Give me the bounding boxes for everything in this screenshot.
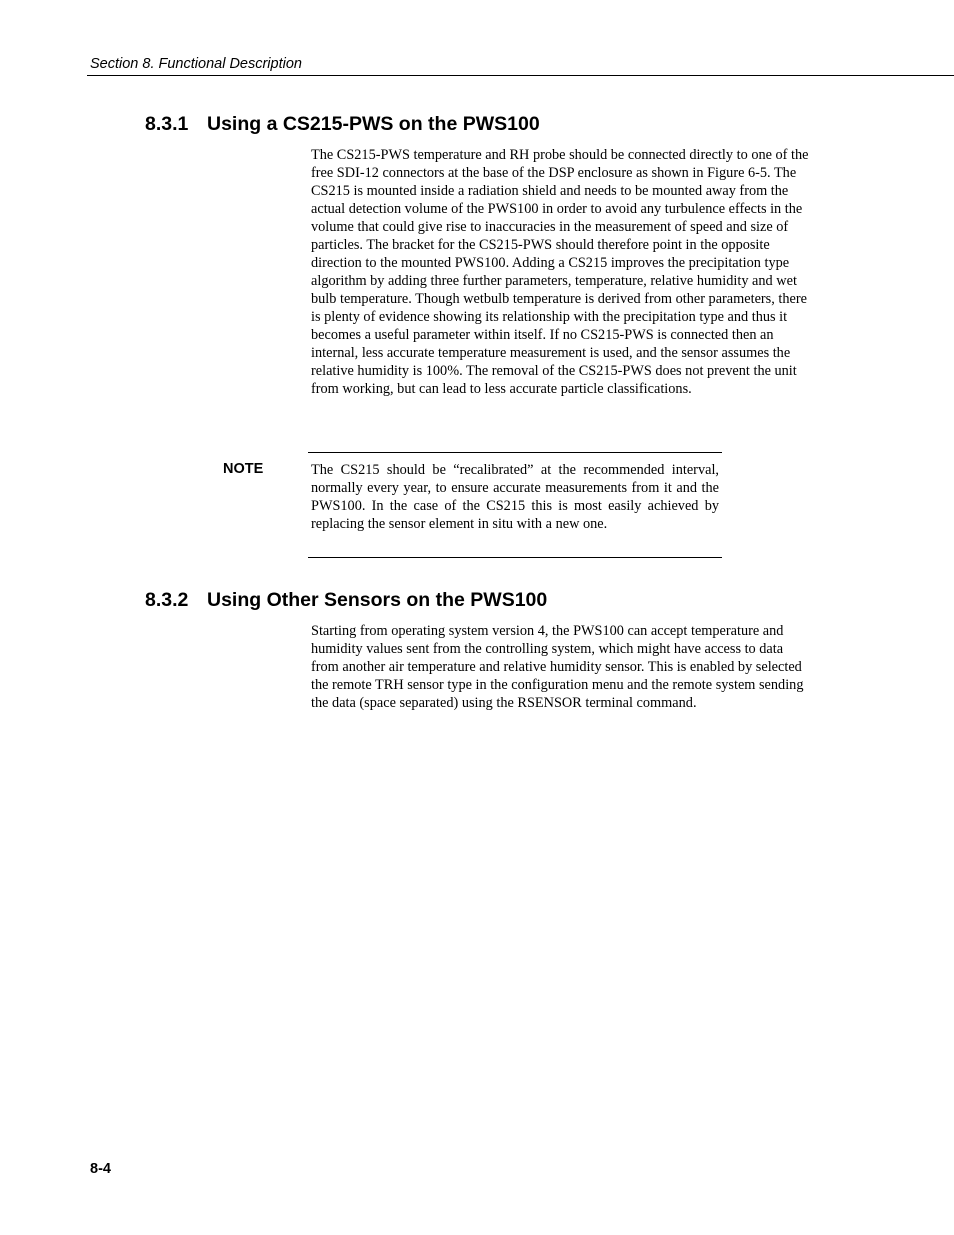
section-paragraph: Starting from operating system version 4, the PWS100 can accept temperature and humidity values sent from the controlling system, which might have access to data from another air temperature and relative humidity sensor. This is enabled by selected the remote TRH sensor type in the configuration menu and the remote system sending the data (space separated) using the RSENSOR terminal command. [311, 623, 804, 711]
section-paragraph: The CS215-PWS temperature and RH probe should be connected directly to one of the free SDI-12 connectors at the base of the DSP enclosure as shown in Figure 6-5. The CS215 is mounted inside a radiation shield and needs to be mounted away from the actual detection volume of the PWS100 in order to avoid any turbulence effects in the volume that could give rise to inaccuracies in the measurement of speed and size of particles. The bracket for the CS215-PWS should therefore point in the opposite direction to the mounted PWS100. Adding a CS215 improves the precipitation type algorithm by adding three further parameters, temperature, relative humidity and wet bulb temperature. Though wetbulb temperature is derived from other parameters, there is plenty of evidence showing its relationship with the precipitation type and thus it becomes a useful parameter within itself. If no CS215-PWS is connected then an internal, less accurate temperature measurement is used, and the sensor assumes the relative humidity is 100%. The removal of the CS215-PWS does not prevent the unit from working, but can lead to less accurate particle classifications. [311, 147, 809, 397]
page-number: 8-4 [90, 1161, 111, 1177]
section-title: Using Other Sensors on the PWS100 [207, 589, 548, 611]
header-rule [87, 75, 954, 76]
section-title: Using a CS215-PWS on the PWS100 [207, 113, 540, 135]
running-header: Section 8. Functional Description [90, 56, 302, 72]
section-number: 8.3.1 [145, 113, 189, 135]
section-heading-8-3-1 [145, 113, 540, 136]
note-label: NOTE [223, 461, 264, 477]
section-heading-8-3-2 [145, 589, 547, 612]
section-number: 8.3.2 [145, 589, 189, 611]
note-text: The CS215 should be “recalibrated” at the recommended interval, normally every year, to ensure accurate measurements from it and the PWS100. In the case of the CS215 this is most easily achieved by replacing the sensor element in situ with a new one. [311, 462, 719, 532]
